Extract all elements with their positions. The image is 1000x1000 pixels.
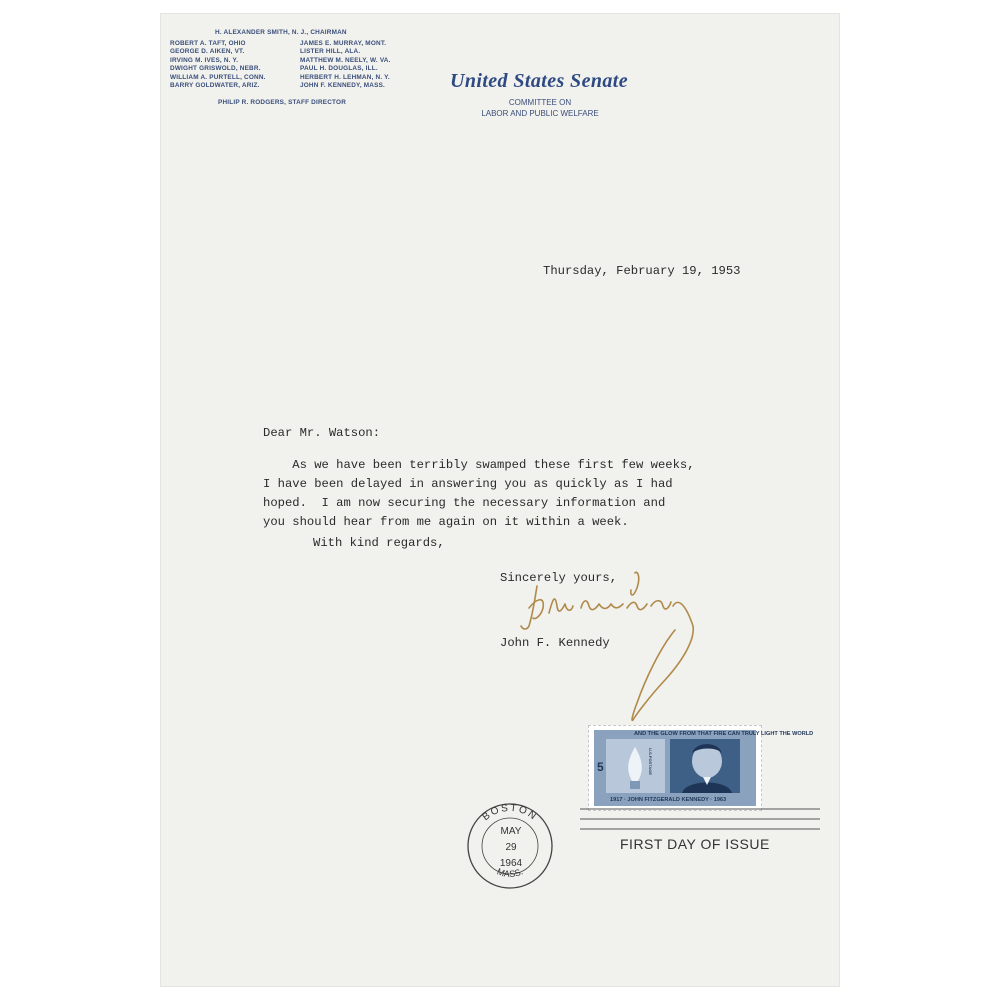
letterhead-title: United States Senate <box>450 70 629 92</box>
body-line: As we have been terribly swamped these first few weeks, <box>263 458 695 472</box>
letter-closing: Sincerely yours, <box>500 571 618 585</box>
postmark-city: BOSTON <box>480 802 540 824</box>
postmark-year: 1964 <box>499 858 523 869</box>
committee-line: COMMITTEE ON <box>508 98 572 107</box>
body-line: I have been delayed in answering you as quickly as I had <box>263 477 673 491</box>
member-name: WILLIAM A. PURTELL, CONN. <box>170 73 266 81</box>
letter-body <box>263 456 695 532</box>
stamp-postage-label: U.S.POSTAGE <box>648 748 653 776</box>
stamp-face <box>594 730 814 806</box>
postmark-day: 29 <box>505 842 517 853</box>
svg-text:BOSTON <box>481 803 540 823</box>
postmark-month: MAY <box>500 826 522 837</box>
member-name: IRVING M. IVES, N. Y. <box>170 56 239 64</box>
member-name: MATTHEW M. NEELY, W. VA. <box>300 56 391 64</box>
member-name: JOHN F. KENNEDY, MASS. <box>300 81 386 89</box>
body-line: hoped. I am now securing the necessary information and <box>263 496 666 510</box>
letter-date: Thursday, February 19, 1953 <box>543 264 741 278</box>
letter-typed-name: John F. Kennedy <box>500 636 610 650</box>
letterhead-committee <box>460 97 620 119</box>
stamp-denomination: 5 <box>597 760 604 774</box>
body-line: you should hear from me again on it within a week. <box>263 515 629 529</box>
member-name: ROBERT A. TAFT, OHIO <box>170 40 246 47</box>
flame-icon <box>606 739 665 793</box>
member-name: LISTER HILL, ALA. <box>300 48 361 56</box>
member-name: JAMES E. MURRAY, MONT. <box>300 40 387 47</box>
first-day-of-issue-label: FIRST DAY OF ISSUE <box>620 836 770 852</box>
eternal-flame-panel <box>606 739 665 793</box>
stamp-dates: 1917 · JOHN FITZGERALD KENNEDY · 1963 <box>610 797 727 803</box>
kennedy-portrait-panel <box>670 739 740 793</box>
handwritten-signature <box>515 568 705 728</box>
letterhead-members-left <box>170 40 266 90</box>
member-name: GEORGE D. AIKEN, VT. <box>170 48 245 56</box>
member-name: PAUL H. DOUGLAS, ILL. <box>300 65 378 73</box>
postage-stamp <box>588 725 814 811</box>
letterhead-members-right <box>300 40 391 90</box>
member-name: DWIGHT GRISWOLD, NEBR. <box>170 65 261 73</box>
letter-salutation: Dear Mr. Watson: <box>263 426 381 440</box>
member-name: HERBERT H. LEHMAN, N. Y. <box>300 73 390 81</box>
letterhead-staff-director: PHILIP R. RODGERS, STAFF DIRECTOR <box>218 99 347 106</box>
member-name: BARRY GOLDWATER, ARIZ. <box>170 81 260 89</box>
stamp-motto: AND THE GLOW FROM THAT FIRE CAN TRULY LIGHT THE WORLD <box>634 731 814 737</box>
letter-regards: With kind regards, <box>313 536 445 550</box>
postmark-state: MASS. <box>495 866 525 880</box>
committee-line: LABOR AND PUBLIC WELFARE <box>481 109 599 118</box>
portrait-icon <box>670 739 740 793</box>
letter-sheet <box>160 13 840 987</box>
letterhead-chairman: H. ALEXANDER SMITH, N. J., CHAIRMAN <box>215 29 347 36</box>
